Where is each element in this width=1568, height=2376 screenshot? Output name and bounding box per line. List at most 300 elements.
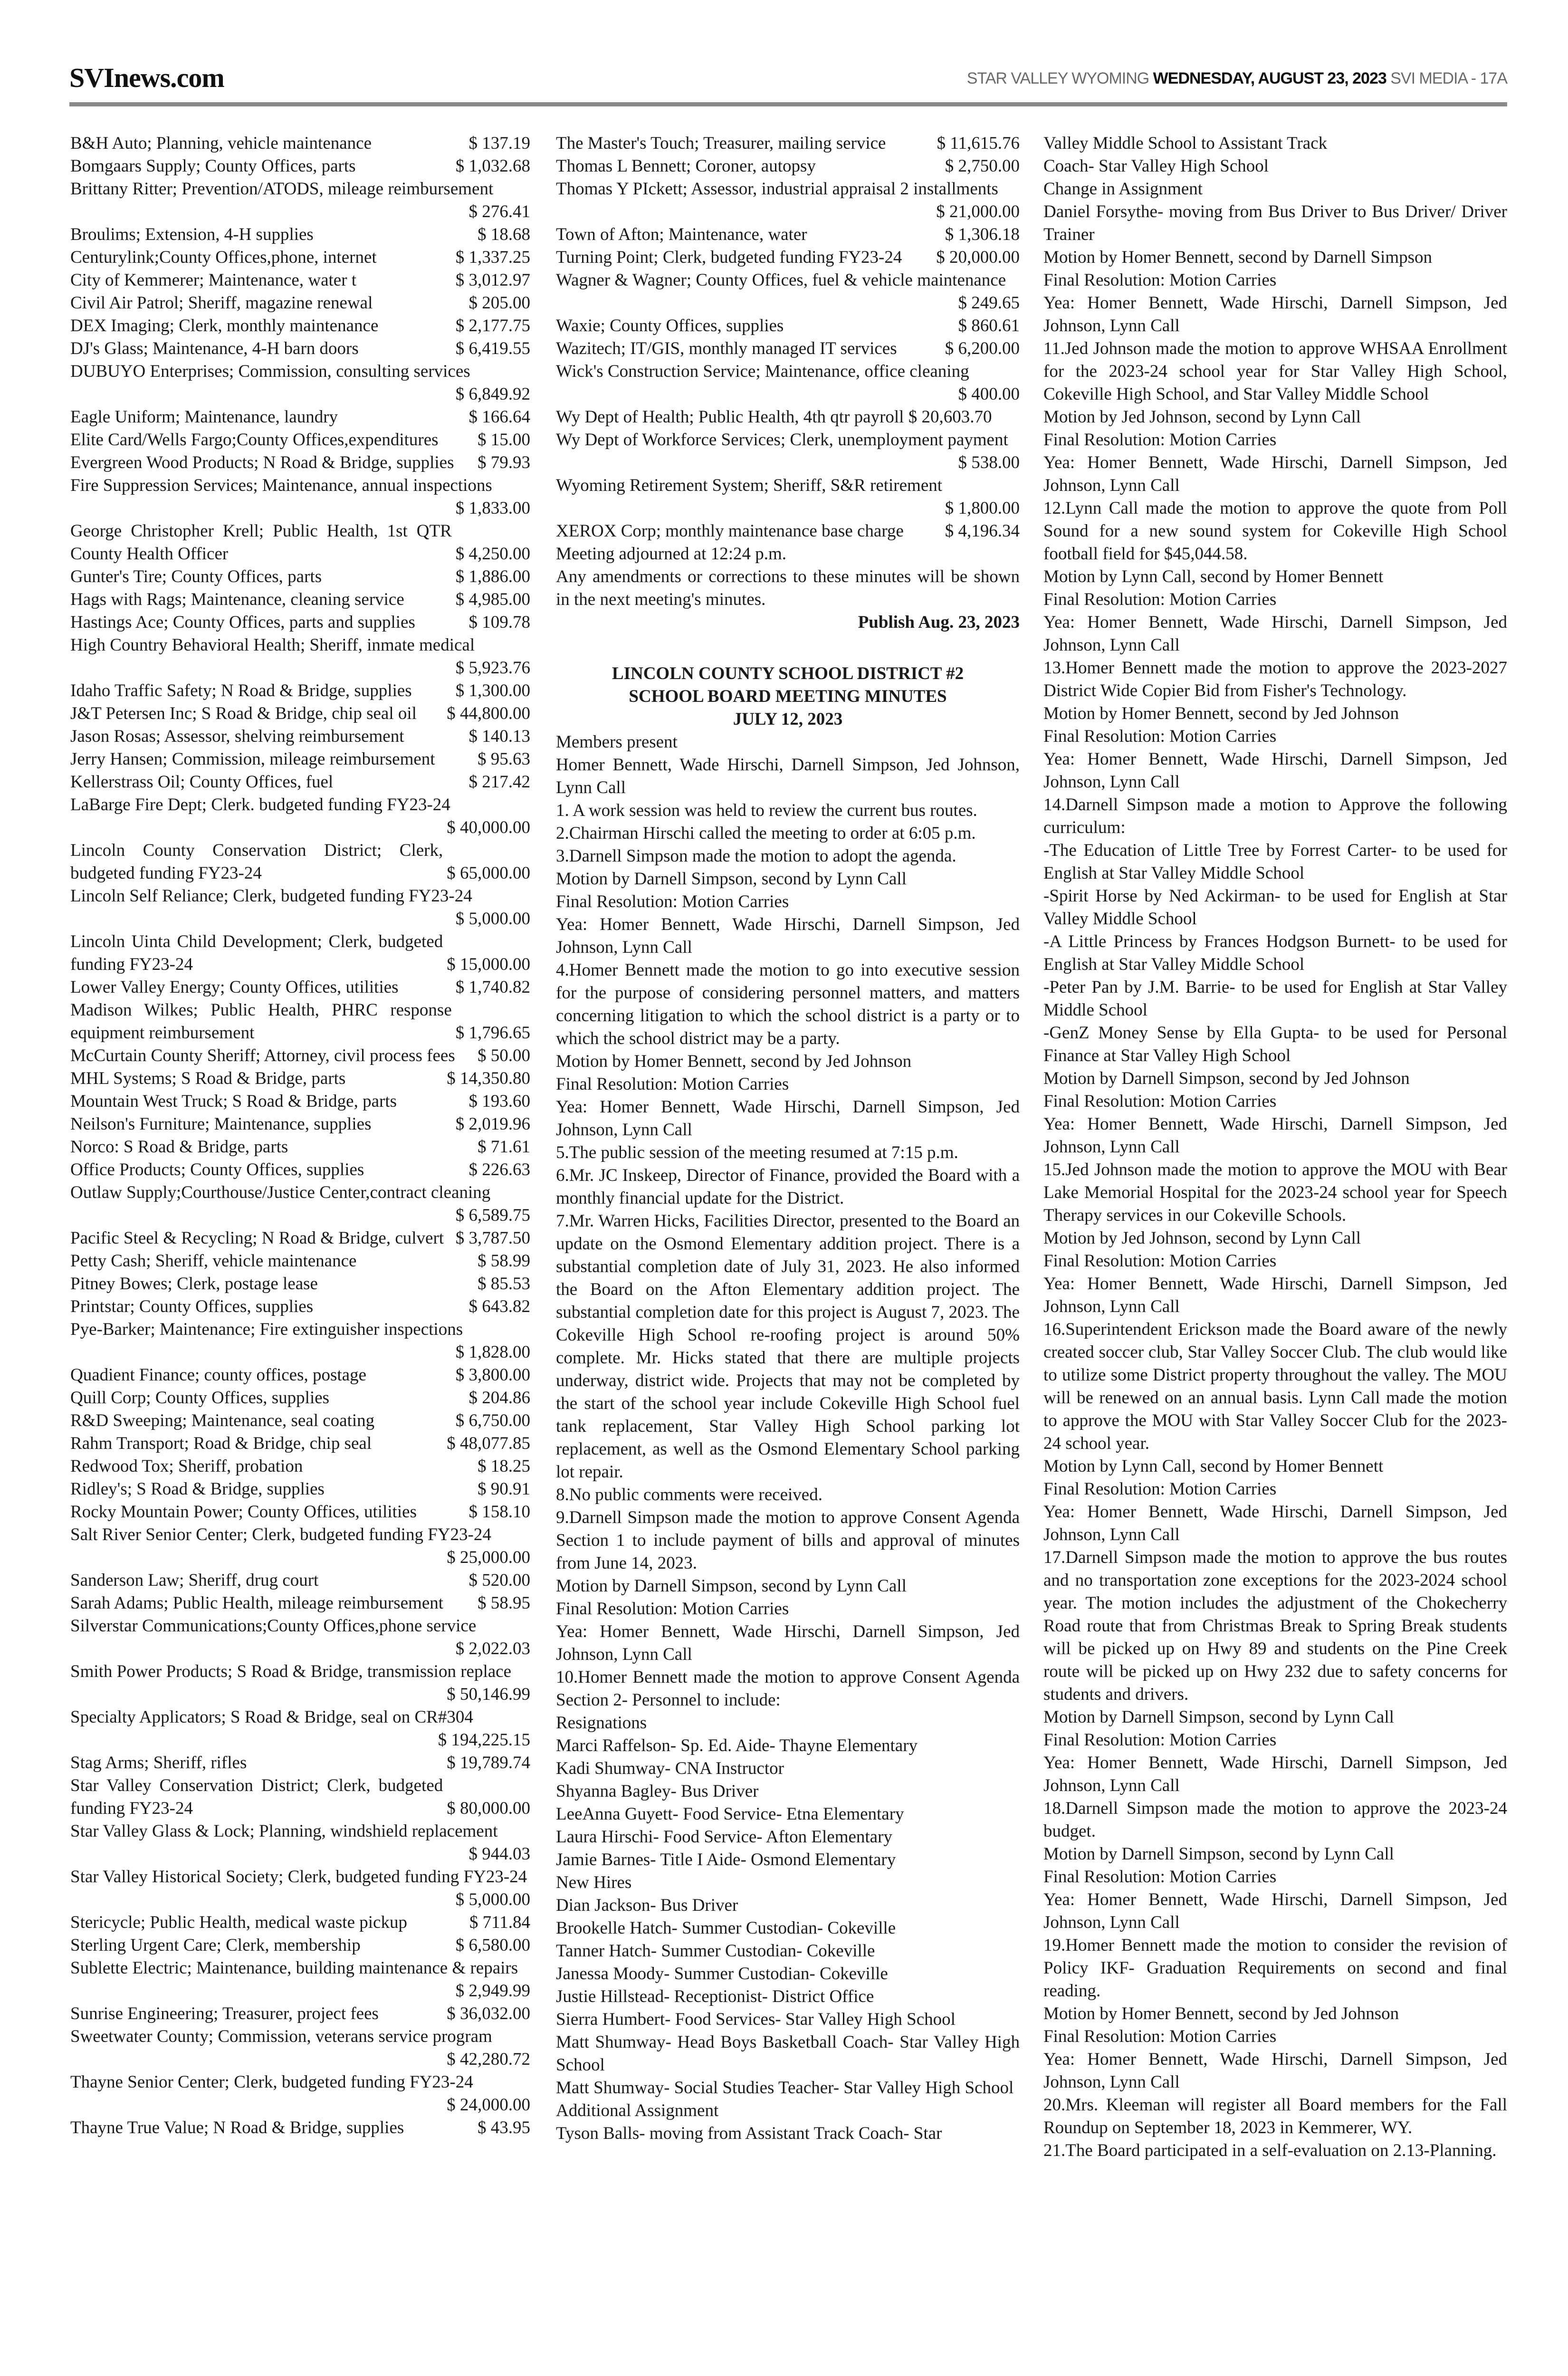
paragraph: Final Resolution: Motion Carries	[556, 1074, 789, 1094]
bill-amount: $ 6,419.55	[455, 339, 530, 358]
bill-payee: Mountain West Truck; S Road & Bridge, parts	[70, 1092, 397, 1111]
bill-amount: $ 1,337.25	[455, 248, 530, 267]
bill-entry	[70, 930, 530, 976]
bill-amount: $ 18.68	[478, 225, 530, 244]
bill-amount: $ 205.00	[468, 293, 530, 313]
bill-amount: $ 1,796.65	[455, 1023, 530, 1043]
bill-entry	[70, 1318, 530, 1364]
bill-entry	[70, 1592, 530, 1615]
paragraph: Final Resolution: Motion Carries	[1043, 590, 1277, 609]
paragraph: 1. A work session was held to review the current bus routes.	[556, 801, 977, 820]
bill-amount: $ 11,615.76	[937, 134, 1020, 153]
column-3-school-minutes	[1043, 132, 1507, 2162]
bill-entry	[556, 429, 1020, 474]
folio-page: SVI MEDIA - 17A	[1390, 69, 1507, 87]
paragraph: Tyson Balls- moving from Assistant Track Coach- Star	[556, 2124, 942, 2143]
bill-entry	[70, 565, 530, 588]
paragraph: -The Education of Little Tree by Forrest Carter- to be used for English at Star Valley Middle School	[1043, 841, 1507, 883]
bill-payee: Quill Corp; County Offices, supplies	[70, 1388, 330, 1408]
bill-payee: Idaho Traffic Safety; N Road & Bridge, supplies	[70, 681, 412, 700]
bill-amount: $ 2,949.99	[455, 1981, 530, 2001]
paragraph: Motion by Lynn Call, second by Homer Bennett	[1043, 1456, 1384, 1476]
paragraph: 5.The public session of the meeting resumed at 7:15 p.m.	[556, 1143, 958, 1162]
bill-amount: $ 18.25	[478, 1456, 530, 1476]
paragraph: Yea: Homer Bennett, Wade Hirschi, Darnell Simpson, Jed Johnson, Lynn Call	[1043, 1753, 1507, 1795]
bill-payee: Lower Valley Energy; County Offices, utilities	[70, 977, 399, 997]
bill-entry	[70, 2071, 530, 2117]
bill-amount: $ 276.41	[468, 202, 530, 221]
bill-amount: $ 2,750.00	[945, 156, 1020, 176]
bill-entry	[556, 155, 1020, 178]
bill-payee: DJ's Glass; Maintenance, 4-H barn doors	[70, 339, 359, 358]
bill-amount: $ 4,985.00	[455, 590, 530, 609]
bill-entry	[70, 1136, 530, 1159]
paragraph: Janessa Moody- Summer Custodian- Cokeville	[556, 1964, 888, 1983]
paragraph: Final Resolution: Motion Carries	[1043, 727, 1277, 746]
paragraph: Motion by Homer Bennett, second by Darnell Simpson	[1043, 248, 1433, 267]
bill-entry	[70, 1752, 530, 1774]
bill-entry	[70, 1455, 530, 1478]
paragraph: Final Resolution: Motion Carries	[1043, 270, 1277, 290]
bill-entry	[70, 2025, 530, 2071]
bill-payee: Sanderson Law; Sheriff, drug court	[70, 1571, 319, 1590]
paragraph: Motion by Darnell Simpson, second by Lynn Call	[556, 869, 907, 889]
bill-amount: $ 1,306.18	[945, 225, 1020, 244]
headline: LINCOLN COUNTY SCHOOL DISTRICT #2	[612, 664, 964, 683]
paragraph: Motion by Darnell Simpson, second by Lynn Call	[556, 1576, 907, 1596]
bill-amount: $ 3,787.50	[455, 1228, 530, 1248]
bill-payee: Brittany Ritter; Prevention/ATODS, mileage reimbursement	[70, 179, 494, 199]
bill-amount: $ 643.82	[468, 1297, 530, 1316]
paragraph: Jamie Barnes- Title I Aide- Osmond Elementary	[556, 1850, 896, 1869]
bill-entry	[70, 1250, 530, 1273]
bill-entry	[556, 474, 1020, 520]
paragraph: Final Resolution: Motion Carries	[1043, 1479, 1277, 1499]
paragraph: Yea: Homer Bennett, Wade Hirschi, Darnell Simpson, Jed Johnson, Lynn Call	[1043, 293, 1507, 335]
paragraph: 14.Darnell Simpson made a motion to Approve the following curriculum:	[1043, 795, 1507, 837]
paragraph: -A Little Princess by Frances Hodgson Burnett- to be used for English at Star Valley Middle School	[1043, 932, 1507, 974]
bill-payee: MHL Systems; S Road & Bridge, parts	[70, 1069, 346, 1088]
bill-amount: $ 43.95	[478, 2118, 530, 2137]
bill-payee: XEROX Corp; monthly maintenance base charge	[556, 521, 904, 541]
bill-amount: $ 538.00	[958, 453, 1020, 472]
bill-amount: $ 14,350.80	[447, 1069, 530, 1088]
spacer	[556, 634, 1020, 662]
paragraph: Wy Dept of Health; Public Health, 4th qtr payroll $ 20,603.70	[556, 407, 992, 427]
bill-entry	[70, 1706, 530, 1752]
column-1-county-bills	[70, 132, 530, 2139]
paragraph: Homer Bennett, Wade Hirschi, Darnell Simpson, Jed Johnson, Lynn Call	[556, 755, 1020, 797]
bill-entry	[70, 1364, 530, 1387]
paragraph: -GenZ Money Sense by Ella Gupta- to be used for Personal Finance at Star Valley High School	[1043, 1023, 1507, 1065]
bill-amount: $ 24,000.00	[447, 2095, 530, 2115]
bill-entry	[70, 429, 530, 451]
bill-payee: Smith Power Products; S Road & Bridge, transmission replace	[70, 1662, 511, 1681]
bill-payee: City of Kemmerer; Maintenance, water t	[70, 270, 357, 290]
bill-entry	[70, 474, 530, 520]
bill-amount: $ 1,800.00	[945, 498, 1020, 518]
bill-payee: Lincoln Uinta Child Development; Clerk, budgeted funding FY23-24	[70, 932, 443, 974]
paragraph: 20.Mrs. Kleeman will register all Board members for the Fall Roundup on September 18, 2023 in Kemmerer, WY.	[1043, 2095, 1507, 2137]
paragraph: 7.Mr. Warren Hicks, Facilities Director, presented to the Board an update on the Osmond Elementary addition project. There is a substantial completion date of July 31, 2023. He also informed the Board on the Afton Elementary addition project. The substantial completion date for this project is August 7, 2023. The Cokeville High School re-roofing project is around 50% complete. Mr. Hicks stated that there are multiple projects underway, district wide. Projects that may not be completed by the start of the school year include Cokeville High School fuel tank replacement, Star Valley High School parking lot replacement, as well as the Osmond Elementary School parking lot repair.	[556, 1211, 1020, 1482]
bill-amount: $ 6,589.75	[455, 1206, 530, 1225]
bill-amount: $ 226.63	[468, 1160, 530, 1179]
bill-entry	[70, 680, 530, 702]
bill-payee: Waxie; County Offices, supplies	[556, 316, 784, 335]
bill-entry	[70, 1227, 530, 1250]
paragraph: 2.Chairman Hirschi called the meeting to order at 6:05 p.m.	[556, 824, 976, 843]
bill-entry	[70, 360, 530, 406]
bill-amount: $ 4,250.00	[455, 544, 530, 564]
paragraph: 3.Darnell Simpson made the motion to adopt the agenda.	[556, 846, 956, 866]
bill-payee: Neilson's Furniture; Maintenance, supplies	[70, 1114, 372, 1134]
paragraph: Motion by Lynn Call, second by Homer Bennett	[1043, 567, 1384, 586]
bill-entry	[70, 1957, 530, 2002]
bill-payee: Hastings Ace; County Offices, parts and supplies	[70, 613, 415, 632]
paragraph: Yea: Homer Bennett, Wade Hirschi, Darnell Simpson, Jed Johnson, Lynn Call	[1043, 749, 1507, 792]
bill-payee: Turning Point; Clerk, budgeted funding FY23-24	[556, 248, 902, 267]
bill-amount: $ 50,146.99	[447, 1685, 530, 1704]
bill-entry	[70, 725, 530, 748]
paragraph: Matt Shumway- Social Studies Teacher- Star Valley High School	[556, 2078, 1014, 2098]
bill-payee: Silverstar Communications;County Offices,phone service	[70, 1616, 477, 1636]
paragraph: 13.Homer Bennett made the motion to approve the 2023-2027 District Wide Copier Bid from Fisher's Technology.	[1043, 658, 1507, 700]
bill-payee: R&D Sweeping; Maintenance, seal coating	[70, 1411, 375, 1430]
paragraph: 15.Jed Johnson made the motion to approve the MOU with Bear Lake Memorial Hospital for the 2023-24 school year for Speech Therapy services in our Cokeville Schools.	[1043, 1160, 1507, 1225]
bill-amount: $ 3,012.97	[455, 270, 530, 290]
bill-entry	[70, 2117, 530, 2139]
paragraph: Yea: Homer Bennett, Wade Hirschi, Darnell Simpson, Jed Johnson, Lynn Call	[1043, 453, 1507, 495]
bill-payee: McCurtain County Sheriff; Attorney, civil process fees	[70, 1046, 455, 1065]
paragraph: 19.Homer Bennett made the motion to consider the revision of Policy IKF- Graduation Requirements on second and final reading.	[1043, 1935, 1507, 2001]
bill-entry	[70, 315, 530, 337]
bill-payee: Specialty Applicators; S Road & Bridge, seal on CR#304	[70, 1707, 473, 1727]
paragraph: Dian Jackson- Bus Driver	[556, 1896, 738, 1915]
paragraph: Meeting adjourned at 12:24 p.m.	[556, 544, 787, 564]
bill-amount: $ 400.00	[958, 384, 1020, 404]
bill-payee: Ridley's; S Road & Bridge, supplies	[70, 1479, 325, 1499]
bill-payee: Quadient Finance; county offices, postage	[70, 1365, 367, 1385]
bill-entry	[70, 1478, 530, 1501]
publish-line: Publish Aug. 23, 2023	[858, 613, 1020, 632]
paragraph: Yea: Homer Bennett, Wade Hirschi, Darnell Simpson, Jed Johnson, Lynn Call	[1043, 2050, 1507, 2092]
bill-payee: Jason Rosas; Assessor, shelving reimbursement	[70, 727, 404, 746]
bill-entry	[70, 748, 530, 771]
bill-amount: $ 217.42	[468, 772, 530, 792]
paragraph: -Spirit Horse by Ned Ackirman- to be used for English at Star Valley Middle School	[1043, 886, 1507, 929]
paragraph: Yea: Homer Bennett, Wade Hirschi, Darnell Simpson, Jed Johnson, Lynn Call	[1043, 1274, 1507, 1316]
bill-payee: Wy Dept of Workforce Services; Clerk, unemployment payment	[556, 430, 1008, 450]
bill-entry	[70, 1067, 530, 1090]
bill-amount: $ 520.00	[468, 1571, 530, 1590]
paragraph: 10.Homer Bennett made the motion to approve Consent Agenda Section 2- Personnel to include:	[556, 1667, 1020, 1710]
bill-amount: $ 79.93	[478, 453, 530, 472]
bill-payee: Petty Cash; Sheriff, vehicle maintenance	[70, 1251, 357, 1271]
bill-payee: Evergreen Wood Products; N Road & Bridge, supplies	[70, 453, 454, 472]
paragraph: Final Resolution: Motion Carries	[1043, 2027, 1277, 2046]
bill-amount: $ 5,000.00	[455, 1890, 530, 1909]
bill-entry	[70, 976, 530, 999]
bill-payee: Thayne True Value; N Road & Bridge, supplies	[70, 2118, 404, 2137]
bill-amount: $ 860.61	[958, 316, 1020, 335]
paragraph: Brookelle Hatch- Summer Custodian- Cokeville	[556, 1918, 896, 1938]
bill-entry	[70, 1523, 530, 1569]
headline: SCHOOL BOARD MEETING MINUTES	[629, 687, 947, 706]
bill-amount: $ 44,800.00	[447, 704, 530, 723]
bill-amount: $ 109.78	[468, 613, 530, 632]
paragraph: Yea: Homer Bennett, Wade Hirschi, Darnell Simpson, Jed Johnson, Lynn Call	[1043, 1890, 1507, 1932]
paragraph: Members present	[556, 732, 678, 752]
bill-entry	[70, 337, 530, 360]
bill-payee: B&H Auto; Planning, vehicle maintenance	[70, 134, 372, 153]
paragraph: 16.Superintendent Erickson made the Board aware of the newly created soccer club, Star Valley Soccer Club. The club would like to utilize some District property throughout the valley. The MOU will be renewed on an annual basis. Lynn Call made the motion to approve the MOU with Star Valley Soccer Club for the 2023-24 school year.	[1043, 1320, 1507, 1453]
bill-amount: $ 193.60	[468, 1092, 530, 1111]
headline: JULY 12, 2023	[733, 709, 843, 729]
paragraph: Valley Middle School to Assistant Track	[1043, 134, 1328, 153]
paragraph: Tanner Hatch- Summer Custodian- Cokeville	[556, 1941, 875, 1961]
bill-entry	[70, 1409, 530, 1432]
paragraph: 4.Homer Bennett made the motion to go into executive session for the purpose of considering personnel matters, and matters concerning litigation to which the school district is a party or to which the school district may be a party.	[556, 960, 1020, 1048]
paragraph: Final Resolution: Motion Carries	[556, 1599, 789, 1619]
bill-entry	[556, 315, 1020, 337]
paragraph: 9.Darnell Simpson made the motion to approve Consent Agenda Section 1 to include payment of bills and approval of minutes from June 14, 2023.	[556, 1508, 1020, 1573]
bill-payee: DUBUYO Enterprises; Commission, consulting services	[70, 362, 470, 381]
bill-amount: $ 204.86	[468, 1388, 530, 1408]
bill-amount: $ 80,000.00	[447, 1799, 530, 1818]
bill-payee: Outlaw Supply;Courthouse/Justice Center,contract cleaning	[70, 1183, 491, 1202]
paragraph: -Peter Pan by J.M. Barrie- to be used for English at Star Valley Middle School	[1043, 977, 1507, 1020]
bill-entry	[70, 1774, 530, 1820]
bill-amount: $ 1,828.00	[455, 1342, 530, 1362]
bill-entry	[556, 223, 1020, 246]
paragraph: 12.Lynn Call made the motion to approve the quote from Poll Sound for a new sound system for Cokeville High School football field for $45,044.58.	[1043, 498, 1507, 564]
bill-amount: $ 1,886.00	[455, 567, 530, 586]
paragraph: Resignations	[556, 1713, 647, 1733]
bill-entry	[70, 771, 530, 794]
bill-payee: Printstar; County Offices, supplies	[70, 1297, 314, 1316]
bill-entry	[70, 1615, 530, 1660]
bill-amount: $ 711.84	[469, 1913, 530, 1932]
bill-payee: Stag Arms; Sheriff, rifles	[70, 1753, 247, 1772]
bill-amount: $ 158.10	[468, 1502, 530, 1522]
paragraph: Change in Assignment	[1043, 179, 1203, 199]
bill-amount: $ 15,000.00	[447, 955, 530, 974]
bill-entry	[70, 588, 530, 611]
bill-entry	[70, 1387, 530, 1409]
bill-amount: $ 1,833.00	[455, 498, 530, 518]
bill-payee: Town of Afton; Maintenance, water	[556, 225, 807, 244]
bill-entry	[556, 520, 1020, 543]
bill-amount: $ 194,225.15	[438, 1730, 530, 1750]
bill-entry	[70, 451, 530, 474]
paragraph: Motion by Darnell Simpson, second by Jed Johnson	[1043, 1069, 1410, 1088]
paragraph: Yea: Homer Bennett, Wade Hirschi, Darnell Simpson, Jed Johnson, Lynn Call	[1043, 1114, 1507, 1157]
column-2-bills-and-school-minutes	[556, 132, 1020, 2145]
bill-payee: Pitney Bowes; Clerk, postage lease	[70, 1274, 318, 1293]
bill-amount: $ 21,000.00	[936, 202, 1020, 221]
bill-entry	[70, 132, 530, 155]
bill-entry	[70, 999, 530, 1044]
bill-payee: Civil Air Patrol; Sheriff, magazine renewal	[70, 293, 373, 313]
bill-amount: $ 944.03	[468, 1844, 530, 1864]
bill-payee: Sweetwater County; Commission, veterans service program	[70, 2027, 492, 2046]
bill-amount: $ 36,032.00	[447, 2004, 530, 2023]
paragraph: Justie Hillstead- Receptionist- District Office	[556, 1987, 874, 2006]
paragraph: Yea: Homer Bennett, Wade Hirschi, Darnell Simpson, Jed Johnson, Lynn Call	[1043, 613, 1507, 655]
bill-entry	[70, 292, 530, 315]
bill-amount: $ 48,077.85	[447, 1434, 530, 1453]
paragraph: Motion by Homer Bennett, second by Jed Johnson	[1043, 704, 1399, 723]
bill-entry	[70, 611, 530, 634]
bill-payee: Hags with Rags; Maintenance, cleaning service	[70, 590, 404, 609]
bill-entry	[70, 1295, 530, 1318]
bill-payee: George Christopher Krell; Public Health, 1st QTR County Health Officer	[70, 521, 452, 564]
bill-entry	[70, 1501, 530, 1523]
bill-entry	[556, 337, 1020, 360]
bill-amount: $ 71.61	[478, 1137, 530, 1157]
bill-entry	[70, 1181, 530, 1227]
paragraph: Yea: Homer Bennett, Wade Hirschi, Darnell Simpson, Jed Johnson, Lynn Call	[556, 1622, 1020, 1664]
bill-entry	[556, 246, 1020, 269]
bill-entry	[70, 794, 530, 839]
bill-amount: $ 6,750.00	[455, 1411, 530, 1430]
bill-amount: $ 1,740.82	[455, 977, 530, 997]
bill-entry	[70, 155, 530, 178]
bill-amount: $ 6,200.00	[945, 339, 1020, 358]
bill-payee: Rocky Mountain Power; County Offices, utilities	[70, 1502, 417, 1522]
bill-payee: Wagner & Wagner; County Offices, fuel & vehicle maintenance	[556, 270, 1006, 290]
bill-entry	[556, 269, 1020, 315]
site-name: SVInews.com	[69, 62, 224, 93]
paragraph: Motion by Homer Bennett, second by Jed Johnson	[556, 1052, 912, 1071]
bill-amount: $ 4,196.34	[945, 521, 1020, 541]
bill-payee: Office Products; County Offices, supplies	[70, 1160, 364, 1179]
paragraph: Final Resolution: Motion Carries	[556, 892, 789, 911]
paragraph: Motion by Jed Johnson, second by Lynn Call	[1043, 407, 1361, 427]
bill-payee: Madison Wilkes; Public Health, PHRC response equipment reimbursement	[70, 1000, 452, 1043]
bill-payee: Sarah Adams; Public Health, mileage reimbursement	[70, 1593, 444, 1613]
header-rule	[69, 102, 1507, 106]
paragraph: Laura Hirschi- Food Service- Afton Elementary	[556, 1827, 892, 1847]
paragraph: Sierra Humbert- Food Services- Star Valley High School	[556, 2010, 956, 2029]
bill-payee: Lincoln County Conservation District; Clerk, budgeted funding FY23-24	[70, 841, 443, 883]
bill-payee: Lincoln Self Reliance; Clerk, budgeted funding FY23-24	[70, 886, 472, 906]
bill-entry	[70, 178, 530, 223]
paragraph: Kadi Shumway- CNA Instructor	[556, 1759, 784, 1778]
bill-entry	[70, 520, 530, 565]
bill-payee: J&T Petersen Inc; S Road & Bridge, chip seal oil	[70, 704, 417, 723]
bill-amount: $ 6,580.00	[455, 1935, 530, 1955]
bill-entry	[70, 269, 530, 292]
bill-payee: Thomas Y PIckett; Assessor, industrial appraisal 2 installments	[556, 179, 998, 199]
bill-amount: $ 25,000.00	[447, 1548, 530, 1567]
bill-payee: Rahm Transport; Road & Bridge, chip seal	[70, 1434, 372, 1453]
page-folio	[967, 69, 1507, 88]
bill-amount: $ 1,032.68	[455, 156, 530, 176]
bill-entry	[556, 132, 1020, 155]
paragraph: Any amendments or corrections to these minutes will be shown in the next meeting's minutes.	[556, 567, 1020, 609]
bill-payee: Thayne Senior Center; Clerk, budgeted funding FY23-24	[70, 2072, 473, 2092]
bill-amount: $ 20,000.00	[936, 248, 1020, 267]
bill-payee: Kellerstrass Oil; County Offices, fuel	[70, 772, 334, 792]
bill-payee: Fire Suppression Services; Maintenance, annual inspections	[70, 476, 492, 495]
paragraph: Final Resolution: Motion Carries	[1043, 1092, 1277, 1111]
bill-entry	[70, 1273, 530, 1295]
bill-payee: Star Valley Historical Society; Clerk, budgeted funding FY23-24	[70, 1867, 527, 1887]
bill-entry	[70, 885, 530, 930]
paragraph: Motion by Homer Bennett, second by Jed Johnson	[1043, 2004, 1399, 2023]
bill-amount: $ 140.13	[468, 727, 530, 746]
bill-payee: Centurylink;County Offices,phone, internet	[70, 248, 377, 267]
paragraph: LeeAnna Guyett- Food Service- Etna Elementary	[556, 1804, 904, 1824]
bill-entry	[70, 1090, 530, 1113]
bill-entry	[70, 839, 530, 885]
bill-entry	[70, 1660, 530, 1706]
bill-payee: Norco: S Road & Bridge, parts	[70, 1137, 288, 1157]
bill-amount: $ 58.95	[478, 1593, 530, 1613]
paragraph: Matt Shumway- Head Boys Basketball Coach- Star Valley High School	[556, 2032, 1020, 2075]
bill-payee: Eagle Uniform; Maintenance, laundry	[70, 407, 338, 427]
paragraph: 11.Jed Johnson made the motion to approve WHSAA Enrollment for the 2023-24 school year for Star Valley High School, Cokeville High School, and Star Valley Middle School	[1043, 339, 1507, 404]
bill-amount: $ 2,022.03	[455, 1639, 530, 1658]
bill-entry	[70, 1569, 530, 1592]
paragraph: Final Resolution: Motion Carries	[1043, 1730, 1277, 1750]
bill-amount: $ 137.19	[468, 134, 530, 153]
paragraph: Marci Raffelson- Sp. Ed. Aide- Thayne Elementary	[556, 1736, 918, 1755]
bill-payee: Jerry Hansen; Commission, mileage reimbursement	[70, 749, 435, 769]
bill-payee: Stericycle; Public Health, medical waste pickup	[70, 1913, 407, 1932]
bill-amount: $ 3,800.00	[455, 1365, 530, 1385]
bill-entry	[70, 1820, 530, 1866]
bill-amount: $ 19,789.74	[447, 1753, 530, 1772]
bill-amount: $ 2,019.96	[455, 1114, 530, 1134]
bill-entry	[70, 2002, 530, 2025]
bill-amount: $ 40,000.00	[447, 818, 530, 837]
bill-entry	[70, 1432, 530, 1455]
bill-amount: $ 6,849.92	[455, 384, 530, 404]
bill-entry	[70, 634, 530, 680]
bill-payee: Salt River Senior Center; Clerk, budgeted funding FY23-24	[70, 1525, 491, 1544]
bill-payee: Elite Card/Wells Fargo;County Offices,expenditures	[70, 430, 439, 450]
bill-payee: The Master's Touch; Treasurer, mailing service	[556, 134, 886, 153]
bill-entry	[70, 1044, 530, 1067]
bill-payee: LaBarge Fire Dept; Clerk. budgeted funding FY23-24	[70, 795, 450, 814]
bill-entry	[70, 406, 530, 429]
bill-entry	[70, 1159, 530, 1181]
paragraph: 21.The Board participated in a self-evaluation on 2.13-Planning.	[1043, 2141, 1497, 2160]
bill-amount: $ 5,923.76	[455, 658, 530, 678]
bill-payee: Bomgaars Supply; County Offices, parts	[70, 156, 356, 176]
bill-amount: $ 65,000.00	[447, 863, 530, 883]
bill-payee: Wick's Construction Service; Maintenance, office cleaning	[556, 362, 969, 381]
paragraph: Motion by Jed Johnson, second by Lynn Call	[1043, 1228, 1361, 1248]
paragraph: New Hires	[556, 1873, 632, 1892]
bill-entry	[70, 246, 530, 269]
bill-entry	[70, 1866, 530, 1911]
bill-payee: Star Valley Conservation District; Clerk, budgeted funding FY23-24	[70, 1776, 443, 1818]
bill-amount: $ 15.00	[478, 430, 530, 450]
paragraph: Motion by Darnell Simpson, second by Lynn Call	[1043, 1844, 1394, 1864]
bill-payee: Gunter's Tire; County Offices, parts	[70, 567, 322, 586]
bill-payee: Broulims; Extension, 4-H supplies	[70, 225, 314, 244]
bill-payee: Star Valley Glass & Lock; Planning, windshield replacement	[70, 1821, 498, 1841]
bill-payee: Wazitech; IT/GIS, monthly managed IT services	[556, 339, 897, 358]
bill-amount: $ 90.91	[478, 1479, 530, 1499]
paragraph: Yea: Homer Bennett, Wade Hirschi, Darnell Simpson, Jed Johnson, Lynn Call	[556, 1097, 1020, 1140]
paragraph: Yea: Homer Bennett, Wade Hirschi, Darnell Simpson, Jed Johnson, Lynn Call	[556, 915, 1020, 957]
paragraph: 17.Darnell Simpson made the motion to approve the bus routes and no transportation zone exceptions for the 2023-2024 school year. The motion includes the adjustment of the Chokecherry Road route that from Christmas Break to Spring Break students will be picked up on Hwy 89 and students on the Pine Creek route will be picked up on Hwy 232 due to safety concerns for students and drivers.	[1043, 1548, 1507, 1704]
paragraph: Coach- Star Valley High School	[1043, 156, 1269, 176]
